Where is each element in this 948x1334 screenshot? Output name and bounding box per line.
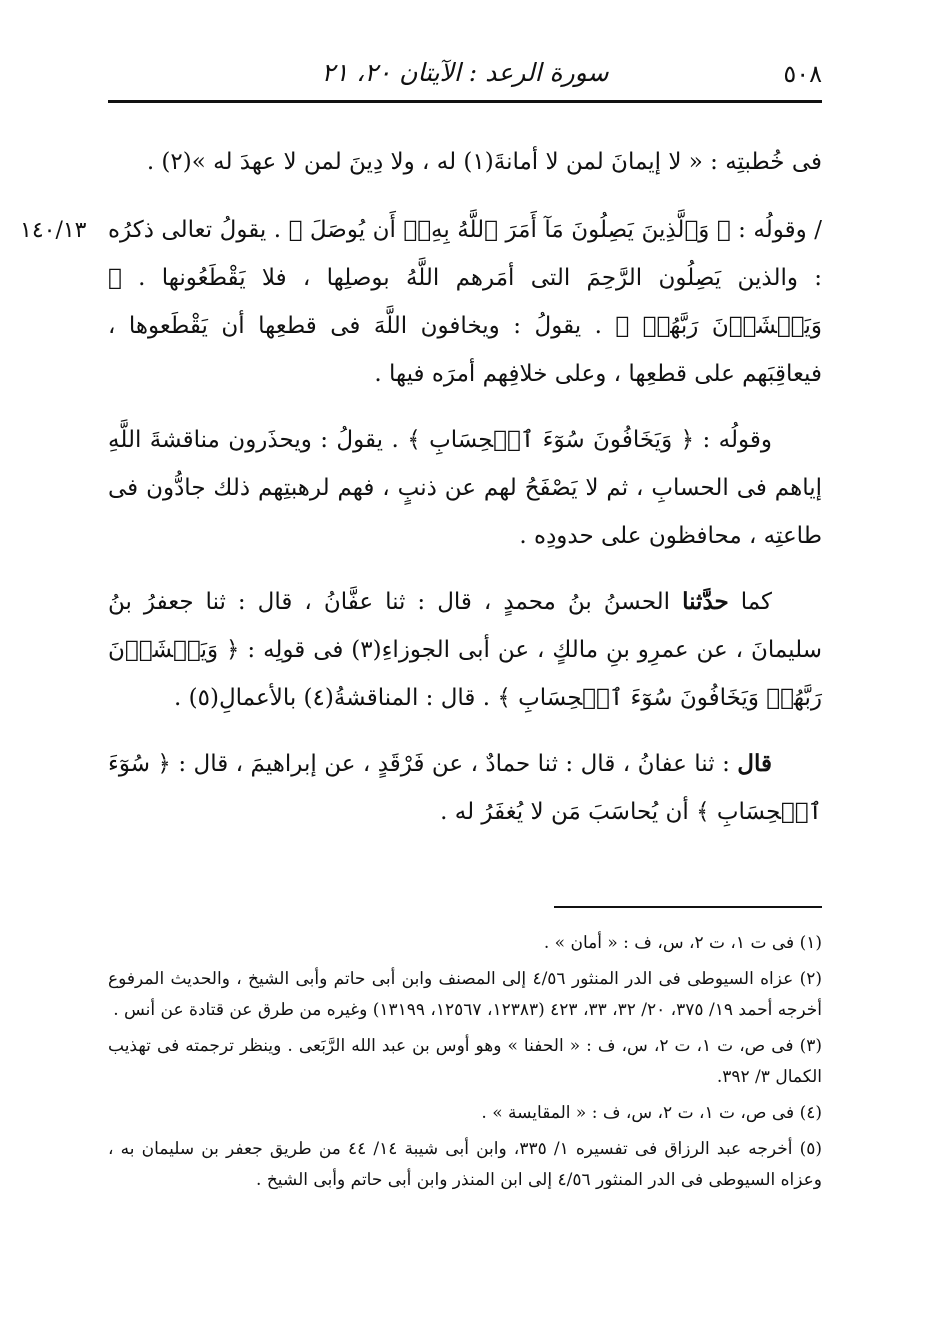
page-header (108, 52, 822, 96)
footnote-rule (554, 906, 822, 908)
paragraph-5 (108, 740, 822, 836)
footnote-3: (٣) فى ص، ت ١، ت ٢، س، ف : « الحفنا » وهو أوس بن عبد الله الرَّبَعى . وينظر ترجمته فى تهذيب الكمال ٣/ ٣٩٢. (108, 1036, 822, 1087)
margin-reference: ١٤٠/١٣ (20, 218, 87, 243)
footnote-2: (٢) عزاه السيوطى فى الدر المنثور ٤/٥٦ إلى المصنف وابن أبى حاتم وأبى الشيخ ، والحديث المرفوع أخرجه أحمد ١٩/ ٣٧٥، ٢٠/ ٣٢، ٣٣، ٤٢٣ (١٢٣٨٣، ١٢٥٦٧، ١٣١٩٩) وغيره من طرق عن قتادة عن أنس . (108, 969, 822, 1020)
page-number: ٥٠٨ (783, 60, 822, 88)
running-title: سورة الرعد : الآيتان ٢٠، ٢١ (321, 58, 609, 87)
header-rule (108, 100, 822, 103)
paragraph-5-bold: قال (737, 750, 772, 777)
footnote-5: (٥) أخرجه عبد الرزاق فى تفسيره ١/ ٣٣٥، وابن أبى شيبة ١٤/ ٤٤ من طريق جعفر بن سليمان به ، وعزاه السيوطى فى الدر المنثور ٤/٥٦ إلى ابن المنذر وابن أبى حاتم وأبى الشيخ . (108, 1139, 823, 1190)
footnotes (108, 928, 822, 1201)
paragraph-3: وقولُه : ﴿ وَيَخَافُونَ سُوٓءَ ٱلۡحِسَابِ ﴾ . يقولُ : ويحذَرون مناقشةَ اللَّهِ إياهم فى الحسابِ ، ثم لا يَصْفَحُ لهم عن ذنبٍ ، فهم لرهبتِهم ذلك جادُّون فى طاعتِه ، محافظون على حدودِه . (108, 427, 822, 549)
main-text (108, 138, 822, 854)
footnote-1: (١) فى ت ١، ت ٢، س، ف : « أمان » . (543, 933, 822, 953)
paragraph-4-lead: كما (740, 589, 773, 615)
paragraph-2: / وقولُه : ﴿ وَٱلَّذِينَ يَصِلُونَ مَآ أَمَرَ ٱللَّهُ بِهِۦٓ أَن يُوصَلَ ﴾ . يقولُ تعالى ذكرُه : والذين يَصِلُون الرَّحِمَ التى أمَرهم اللَّهُ بوصلِها ، فلا يَقْطَعُونها . ﴿ وَيَخۡشَوۡنَ رَبَّهُمۡ ﴾ . يقولُ : ويخافون اللَّهَ فى قطعِها أن يَقْطَعوها ، فيعاقِبَهم على قطعِها ، وعلى خلافِهم أمرَه فيها . (108, 217, 822, 387)
paragraph-4 (108, 578, 822, 722)
paragraph-4-text: الحسنُ بنُ محمدٍ ، قال : ثنا عفَّانُ ، قال : ثنا جعفرُ بنُ سليمانَ ، عن عمرِو بنِ مالكٍ ، عن أبى الجوزاءِ(٣) فى قولِه : ﴿ وَيَخۡشَوۡنَ رَبَّهُمۡ وَيَخَافُونَ سُوٓءَ ٱلۡحِسَابِ ﴾ . قال : المناقشةُ(٤) بالأعمالِ(٥) . (108, 589, 823, 711)
footnote-4: (٤) فى ص، ت ١، ت ٢، س، ف : « المقايسة » . (481, 1103, 822, 1123)
paragraph-1: فى خُطبتِه : « لا إيمانَ لمن لا أمانةَ(١) له ، ولا دِينَ لمن لا عهدَ له »(٢) . (146, 149, 822, 175)
paragraph-5-text: : ثنا عفانُ ، قال : ثنا حمادٌ ، عن فَرْقَدٍ ، عن إبراهيمَ ، قال : ﴿ سُوٓءَ ٱلۡحِسَابِ ﴾ أن يُحاسَبَ مَن لا يُغفَرُ له . (108, 751, 822, 825)
paragraph-4-bold: حدَّثنا (682, 588, 729, 615)
